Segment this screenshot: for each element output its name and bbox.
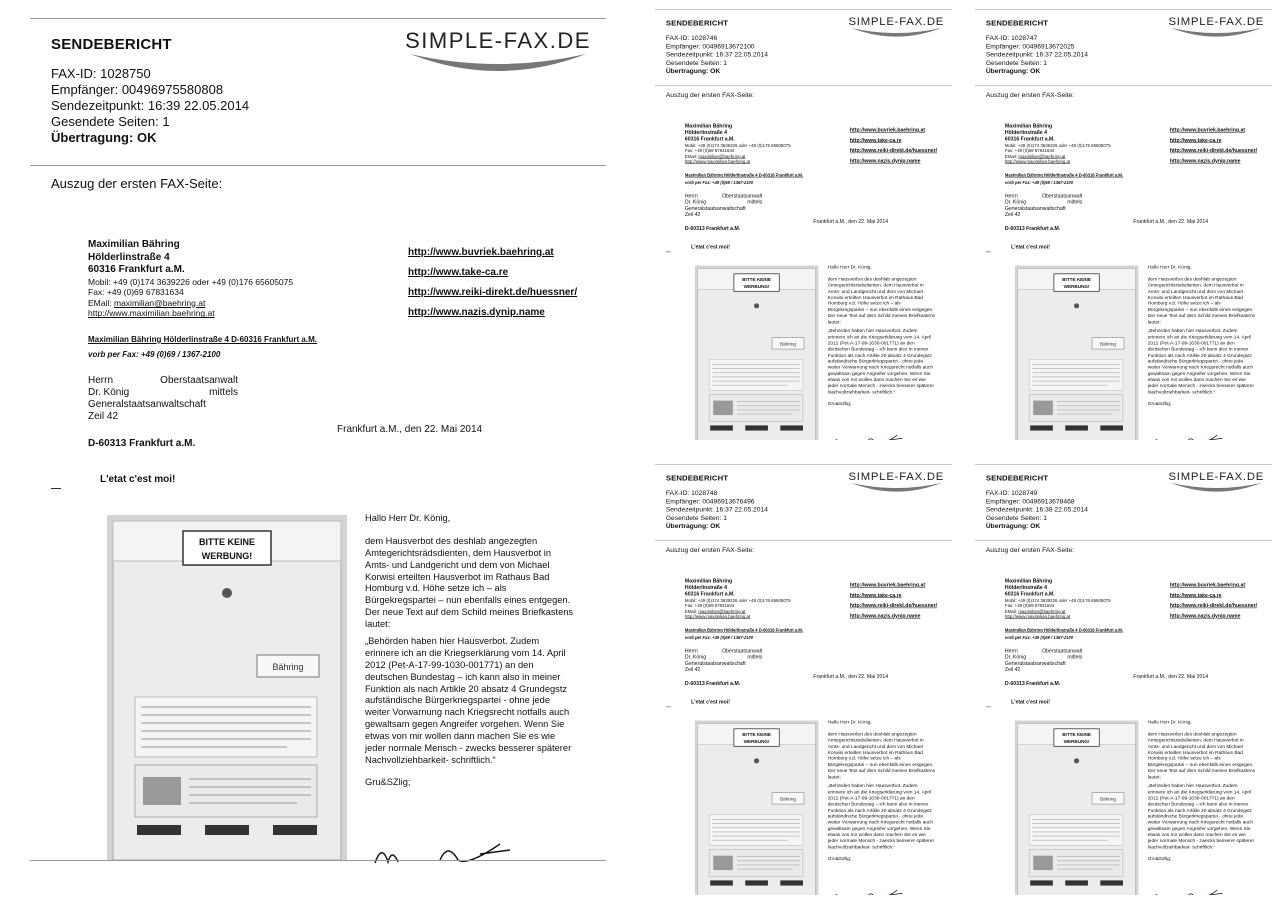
- paragraph-2: „Behörden haben hier Hausverbot. Zudem erinnere ich an die Kriegserklärung vom 14. April 2012 (Pet-A-17-99-1030-001771) an den deutschen Bundestag – ich kann also in meiner Funktion als nach Artikle 20 absatz 4 Grundegstz aufständische Bürgerkriegspartei - ohne jede weiter Vorwarnung nach Kriegsrecht notfalls auch gewaltsam gegen Angreifer vorgehen. Wenn Sie etwas von mir wollen dann machen Sie es wie jeder normale Mensch - zwecks besserer späterer Nachvollziehbarkeit- schriftlich.“: [827, 782, 935, 850]
- fax-id-row: FAX-ID: 1028746: [665, 34, 718, 42]
- transmission-status: OK: [1030, 521, 1041, 530]
- send-time-value: 16:37 22.05.2014: [715, 505, 768, 514]
- sender-web-link[interactable]: http://www.maximilian.baehring.at: [684, 159, 751, 165]
- sender-fax: Fax: +49 (0)69 67831634: [684, 148, 735, 154]
- greeting: Hallo Herr Dr. König,: [1147, 264, 1192, 270]
- date-line: Frankfurt a.M., den 22. Mai 2014: [813, 673, 889, 680]
- report-title: SENDEBERICHT: [665, 473, 729, 483]
- transmission-status: OK: [710, 66, 721, 75]
- link-item[interactable]: http://www.take-ca.re: [849, 592, 902, 599]
- fax-id-value: 1028748: [691, 489, 718, 497]
- fax-id-row: FAX-ID: 1028748: [665, 489, 718, 497]
- return-address-line: Maximilian Bähring Hölderlinstraße 4 D-60316 Frankfurt a.M.: [684, 172, 803, 178]
- sender-block: [88, 239, 293, 319]
- sign-line-2: WERBUNG!: [743, 284, 770, 290]
- sender-email-link[interactable]: maximilian@baehring.at: [1018, 153, 1066, 159]
- recipient-city: D-60313 Frankfurt a.M.: [88, 438, 196, 449]
- paragraph-1: dem Hausverbot des deshlab angezegten Amtegerichtsrädsdienten, dem Hausverbot in Amts- und Landgericht und dem von Michael Korwisi erteilten Hausverbot im Rathaus Bad Homburg v.d. Höhe setze ich – als Bürgekregspartei – nun ebenfalls eines entgegen. Der neue Text auf dem Schild meines Briefkastens lautet:: [1147, 731, 1256, 780]
- sender-fax: Fax: +49 (0)69 67831634: [88, 287, 184, 298]
- top-rule: [30, 18, 606, 19]
- sender-web-link[interactable]: http://www.maximilian.baehring.at: [1004, 159, 1071, 165]
- excerpt-heading: Auszug der ersten FAX-Seite:: [985, 545, 1075, 554]
- closing: Gru&SZlig;: [365, 776, 411, 787]
- sign-line-2: WERBUNG!: [1063, 284, 1090, 290]
- link-list: [1170, 580, 1257, 621]
- sender-block: [685, 578, 791, 619]
- link-item[interactable]: http://www.nazis.dynip.name: [849, 158, 921, 164]
- subject-line: L'etat c'est moi!: [691, 244, 730, 251]
- link-item[interactable]: http://www.take-ca.re: [1169, 592, 1222, 599]
- recipient-value: 00496913672025: [1022, 42, 1075, 51]
- pages-sent-value: 1: [723, 513, 727, 522]
- email-label: EMail:: [684, 608, 698, 614]
- sender-fax: Fax: +49 (0)69 67831634: [1004, 603, 1055, 609]
- greeting: Hallo Herr Dr. König,: [827, 264, 872, 270]
- email-label: EMail:: [684, 153, 698, 159]
- nameplate-text: Bähring: [1100, 341, 1117, 347]
- paragraph-1: dem Hausverbot des deshlab angezegten Amtegerichtsrädsdienten, dem Hausverbot in Amts- und Landgericht und dem von Michael Korwisi erteilten Hausverbot im Rathaus Bad Homburg v.d. Höhe setze ich – als Bürgekregspartei – nun ebenfalls eines entgegen. Der neue Text auf dem Schild meines Briefkastens lautet:: [365, 535, 574, 630]
- recipient-address: Herrn Oberstaatsanwalt Dr. König mittels Generalstaatsanwaltschaft Zeil 42: [88, 375, 238, 422]
- send-time-row: Sendezeitpunkt: 16:37 22.05.2014: [665, 505, 768, 514]
- report-title: SENDEBERICHT: [985, 18, 1049, 28]
- sender-name: Maximilian Bähring: [684, 123, 733, 129]
- report-meta: [666, 34, 768, 75]
- link-item[interactable]: http://www.nazis.dynip.name: [1169, 158, 1241, 164]
- fax-id-row: FAX-ID: 1028750: [51, 66, 151, 81]
- sender-fax: Fax: +49 (0)69 67831634: [684, 603, 735, 609]
- section-rule: [30, 165, 606, 166]
- return-address-line: Maximilian Bähring Hölderlinstraße 4 D-60316 Frankfurt a.M.: [1004, 172, 1123, 178]
- mailbox-photo: [695, 266, 819, 440]
- fold-mark: [666, 252, 671, 253]
- pages-sent-row: Gesendete Seiten: 1: [985, 58, 1047, 67]
- paragraph-2: „Behörden haben hier Hausverbot. Zudem erinnere ich an die Kriegserklärung vom 14. April 2012 (Pet-A-17-99-1030-001771) an den deutschen Bundestag – ich kann also in meiner Funktion als nach Artikle 20 absatz 4 Grundegstz aufständische Bürgerkriegspartei - ohne jede weiter Vorwarnung nach Kriegsrecht notfalls auch gewaltsam gegen Angreifer vorgehen. Wenn Sie etwas von mir wollen dann machen Sie es wie jeder normale Mensch - zwecks besserer späterer Nachvollziehbarkeit- schriftlich.“: [827, 327, 935, 395]
- transmission-row: Übertragung: OK: [985, 66, 1041, 75]
- pages-sent-value: 1: [723, 58, 727, 67]
- paragraph-2: „Behörden haben hier Hausverbot. Zudem erinnere ich an die Kriegserklärung vom 14. April 2012 (Pet-A-17-99-1030-001771) an den deutschen Bundestag – ich kann also in meiner Funktion als nach Artikle 20 absatz 4 Grundegstz aufständische Bürgerkriegspartei - ohne jede weiter Vorwarnung nach Kriegsrecht notfalls auch gewaltsam gegen Angreifer vorgehen. Wenn Sie etwas von mir wollen dann machen Sie es wie jeder normale Mensch - zwecks besserer späterer Nachvollziehbarkeit- schriftlich.“: [365, 636, 572, 765]
- sender-city: 60316 Frankfurt a.M.: [1004, 591, 1055, 597]
- recipient-address: Herrn Oberstaatsanwalt Dr. König mittels Generalstaatsanwaltschaft Zeil 42: [1004, 193, 1083, 218]
- sender-city: 60316 Frankfurt a.M.: [684, 136, 735, 142]
- pages-sent-row: Gesendete Seiten: 1: [985, 513, 1047, 522]
- paragraph-1: dem Hausverbot des deshlab angezegten Amtegerichtsrädsdienten, dem Hausverbot in Amts- und Landgericht und dem von Michael Korwisi erteilten Hausverbot im Rathaus Bad Homburg v.d. Höhe setze ich – als Bürgekregspartei – nun ebenfalls eines entgegen. Der neue Text auf dem Schild meines Briefkastens lautet:: [827, 276, 936, 325]
- recipient-row: Empfänger: 00496913672025: [985, 42, 1075, 51]
- transmission-row: Übertragung: OK: [665, 521, 721, 530]
- sender-name: Maximilian Bähring: [1004, 578, 1053, 584]
- report-meta: [986, 489, 1088, 530]
- nameplate-text: Bähring: [1100, 796, 1117, 802]
- fax-id-row: FAX-ID: 1028747: [985, 34, 1038, 42]
- link-item[interactable]: http://www.reiki-direkt.de/huessner/: [1169, 147, 1258, 154]
- recipient-address: Herrn Oberstaatsanwalt Dr. König mittels Generalstaatsanwaltschaft Zeil 42: [1004, 648, 1083, 673]
- sender-name: Maximilian Bähring: [1004, 123, 1053, 129]
- link-item[interactable]: http://www.buvriek.baehring.at: [1169, 127, 1246, 134]
- sender-mobile: Mobil: +49 (0)174 3639226 oder +49 (0)176 65605075: [1004, 597, 1111, 603]
- top-rule: [975, 9, 1272, 10]
- report-title: SENDEBERICHT: [665, 18, 729, 28]
- page-content: [975, 455, 1272, 895]
- recipient-address: Herrn Oberstaatsanwalt Dr. König mittels Generalstaatsanwaltschaft Zeil 42: [684, 648, 763, 673]
- date-line: Frankfurt a.M., den 22. Mai 2014: [1133, 218, 1209, 225]
- sign-line-1: BITTE KEINE: [742, 277, 771, 283]
- email-label: EMail:: [88, 297, 112, 308]
- email-label: EMail:: [1004, 153, 1018, 159]
- simple-fax-logo: [1165, 467, 1268, 498]
- link-item[interactable]: http://www.nazis.dynip.name: [1169, 613, 1241, 619]
- fax-id-value: 1028750: [100, 66, 151, 81]
- sender-email-link[interactable]: maximilian@baehring.at: [698, 153, 746, 159]
- send-time-value: 16:38 22.05.2014: [1035, 505, 1088, 514]
- report-meta: [986, 34, 1088, 75]
- return-address-line: Maximilian Bähring Hölderlinstraße 4 D-60316 Frankfurt a.M.: [684, 627, 803, 633]
- signature: [1150, 432, 1238, 440]
- date-line: Frankfurt a.M., den 22. Mai 2014: [1133, 673, 1209, 680]
- email-label: EMail:: [1004, 608, 1018, 614]
- simple-fax-logo: [845, 467, 948, 498]
- recipient-value: 00496913678468: [1022, 497, 1075, 506]
- sender-fax: Fax: +49 (0)69 67831634: [1004, 148, 1055, 154]
- fax-id-value: 1028746: [691, 34, 718, 42]
- report-meta: [666, 489, 768, 530]
- sign-line-1: BITTE KEINE: [198, 537, 256, 547]
- sender-mobile: Mobil: +49 (0)174 3639226 oder +49 (0)176 65605075: [684, 142, 791, 148]
- link-item[interactable]: http://www.nazis.dynip.name: [849, 613, 921, 619]
- fax-report-thumbnail: [975, 455, 1272, 895]
- via-fax-line: vorb per Fax: +49 (0)69 / 1367-2100: [684, 635, 754, 641]
- simple-fax-logo: [1165, 12, 1268, 43]
- nameplate-text: Bähring: [780, 796, 797, 802]
- bottom-rule: [30, 860, 606, 861]
- report-title: SENDEBERICHT: [51, 36, 172, 53]
- send-time-value: 16:37 22.05.2014: [715, 50, 768, 59]
- fax-id-value: 1028749: [1011, 489, 1038, 497]
- sender-web-link[interactable]: http://www.maximilian.baehring.at: [684, 614, 751, 620]
- section-rule: [655, 85, 952, 86]
- mailbox-photo: [107, 515, 347, 860]
- fax-report-thumbnail: [655, 455, 952, 895]
- page-content: [655, 0, 952, 440]
- link-item[interactable]: http://www.buvriek.baehring.at: [849, 127, 926, 134]
- via-fax-line: vorb per Fax: +49 (0)69 / 1367-2100: [1004, 180, 1074, 186]
- sender-mobile: Mobil: +49 (0)174 3639226 oder +49 (0)176 65605075: [88, 276, 294, 287]
- greeting: Hallo Herr Dr. König,: [1147, 719, 1192, 725]
- link-item[interactable]: http://www.buvriek.baehring.at: [1169, 582, 1246, 589]
- recipient-value: 00496913672100: [702, 42, 755, 51]
- transmission-status: OK: [1030, 66, 1041, 75]
- section-rule: [655, 540, 952, 541]
- send-time-value: 16:39 22.05.2014: [147, 97, 250, 113]
- paragraph-2: „Behörden haben hier Hausverbot. Zudem erinnere ich an die Kriegserklärung vom 14. April 2012 (Pet-A-17-99-1030-001771) an den deutschen Bundestag – ich kann also in meiner Funktion als nach Artikle 20 absatz 4 Grundegstz aufständische Bürgerkriegspartei - ohne jede weiter Vorwarnung nach Kriegsrecht notfalls auch gewaltsam gegen Angreifer vorgehen. Wenn Sie etwas von mir wollen dann machen Sie es wie jeder normale Mensch - zwecks besserer späterer Nachvollziehbarkeit- schriftlich.“: [1147, 327, 1255, 395]
- recipient-city: D-60313 Frankfurt a.M.: [684, 680, 741, 687]
- top-rule: [655, 464, 952, 465]
- greeting: Hallo Herr Dr. König,: [827, 719, 872, 725]
- excerpt-heading: Auszug der ersten FAX-Seite:: [985, 90, 1075, 99]
- sign-line-1: BITTE KEINE: [1062, 277, 1091, 283]
- pages-sent-value: 1: [1043, 58, 1047, 67]
- logo-text: SIMPLE-FAX.DE: [1168, 470, 1265, 483]
- link-item[interactable]: http://www.reiki-direkt.de/huessner/: [849, 147, 938, 154]
- pages-sent-row: Gesendete Seiten: 1: [665, 58, 727, 67]
- greeting: Hallo Herr Dr. König,: [365, 513, 451, 523]
- fold-mark: [666, 707, 671, 708]
- sender-city: 60316 Frankfurt a.M.: [88, 264, 185, 275]
- closing: Gru&SZlig;: [827, 400, 852, 406]
- sender-street: Hölderlinstraße 4: [1004, 584, 1048, 591]
- date-line: Frankfurt a.M., den 22. Mai 2014: [337, 424, 483, 435]
- excerpt-heading: Auszug der ersten FAX-Seite:: [665, 90, 755, 99]
- paragraph-1: dem Hausverbot des deshlab angezegten Amtegerichtsrädsdienten, dem Hausverbot in Amts- und Landgericht und dem von Michael Korwisi erteilten Hausverbot im Rathaus Bad Homburg v.d. Höhe setze ich – als Bürgekregspartei – nun ebenfalls eines entgegen. Der neue Text auf dem Schild meines Briefkastens lautet:: [827, 731, 936, 780]
- page-content: [655, 455, 952, 895]
- link-list: [850, 580, 937, 621]
- sender-block: [685, 123, 791, 164]
- recipient-row: Empfänger: 00496913678468: [985, 497, 1075, 506]
- fax-report-main: [30, 0, 606, 906]
- via-fax-line: vorb per Fax: +49 (0)69 / 1367-2100: [684, 180, 754, 186]
- transmission-status: OK: [710, 521, 721, 530]
- fax-id-row: FAX-ID: 1028749: [985, 489, 1038, 497]
- sender-street: Hölderlinstraße 4: [88, 251, 170, 263]
- sender-web-link[interactable]: http://www.maximilian.baehring.at: [88, 308, 215, 319]
- transmission-row: Übertragung: OK: [985, 521, 1041, 530]
- fax-report-thumbnail: [975, 0, 1272, 440]
- subject-line: L'etat c'est moi!: [1011, 699, 1050, 706]
- fold-mark: [986, 252, 991, 253]
- return-address-line: Maximilian Bähring Hölderlinstraße 4 D-60316 Frankfurt a.M.: [88, 335, 317, 344]
- letter-body: [828, 265, 936, 407]
- recipient-value: 00496913676496: [702, 497, 755, 506]
- link-item[interactable]: http://www.take-ca.re: [849, 137, 902, 144]
- sender-name: Maximilian Bähring: [684, 578, 733, 584]
- subject-line: L'etat c'est moi!: [1011, 244, 1050, 251]
- pages-sent-row: Gesendete Seiten: 1: [665, 513, 727, 522]
- sign-line-2: WERBUNG!: [201, 551, 253, 561]
- fold-mark: [51, 488, 61, 489]
- fax-report-thumbnail: [655, 0, 952, 440]
- nameplate-text: Bähring: [272, 662, 304, 672]
- recipient-city: D-60313 Frankfurt a.M.: [684, 225, 741, 232]
- transmission-status: OK: [136, 129, 157, 145]
- letter-body: [1148, 265, 1256, 407]
- sender-mobile: Mobil: +49 (0)174 3639226 oder +49 (0)176 65605075: [1004, 142, 1111, 148]
- page-content: [30, 0, 606, 880]
- sender-mobile: Mobil: +49 (0)174 3639226 oder +49 (0)176 65605075: [684, 597, 791, 603]
- top-rule: [975, 464, 1272, 465]
- recipient-city: D-60313 Frankfurt a.M.: [1004, 680, 1061, 687]
- logo-text: SIMPLE-FAX.DE: [1168, 15, 1265, 28]
- signature: [1150, 887, 1238, 895]
- sender-city: 60316 Frankfurt a.M.: [684, 591, 735, 597]
- link-item[interactable]: http://www.buvriek.baehring.at: [849, 582, 926, 589]
- paragraph-2: „Behörden haben hier Hausverbot. Zudem erinnere ich an die Kriegserklärung vom 14. April 2012 (Pet-A-17-99-1030-001771) an den deutschen Bundestag – ich kann also in meiner Funktion als nach Artikle 20 absatz 4 Grundegstz aufständische Bürgerkriegspartei - ohne jede weiter Vorwarnung nach Kriegsrecht notfalls auch gewaltsam gegen Angreifer vorgehen. Wenn Sie etwas von mir wollen dann machen Sie es wie jeder normale Mensch - zwecks besserer späterer Nachvollziehbarkeit- schriftlich.“: [1147, 782, 1255, 850]
- subject-line: L'etat c'est moi!: [100, 474, 176, 485]
- page-content: [975, 0, 1272, 440]
- mailbox-photo: [695, 721, 819, 895]
- link-item[interactable]: http://www.reiki-direkt.de/huessner/: [849, 602, 938, 609]
- letter-body: [365, 513, 575, 789]
- sender-web-link[interactable]: http://www.maximilian.baehring.at: [1004, 614, 1071, 620]
- report-meta: [51, 66, 249, 146]
- paragraph-1: dem Hausverbot des deshlab angezegten Amtegerichtsrädsdienten, dem Hausverbot in Amts- und Landgericht und dem von Michael Korwisi erteilten Hausverbot im Rathaus Bad Homburg v.d. Höhe setze ich – als Bürgekregspartei – nun ebenfalls eines entgegen. Der neue Text auf dem Schild meines Briefkastens lautet:: [1147, 276, 1256, 325]
- send-time-row: Sendezeitpunkt: 16:38 22.05.2014: [985, 505, 1088, 514]
- transmission-row: Übertragung: OK: [665, 66, 721, 75]
- logo-text: SIMPLE-FAX.DE: [848, 470, 945, 483]
- sender-block: [1005, 123, 1111, 164]
- link-item[interactable]: http://www.take-ca.re: [408, 267, 509, 278]
- link-list: [408, 243, 577, 323]
- sender-email-link[interactable]: maximilian@baehring.at: [1018, 608, 1066, 614]
- signature: [830, 432, 918, 440]
- report-title: SENDEBERICHT: [985, 473, 1049, 483]
- sender-block: [1005, 578, 1111, 619]
- send-time-row: Sendezeitpunkt: 16:37 22.05.2014: [665, 50, 768, 59]
- sign-line-2: WERBUNG!: [1063, 739, 1090, 745]
- link-item[interactable]: http://www.take-ca.re: [1169, 137, 1222, 144]
- recipient-address: Herrn Oberstaatsanwalt Dr. König mittels Generalstaatsanwaltschaft Zeil 42: [684, 193, 763, 218]
- logo-text: SIMPLE-FAX.DE: [405, 28, 591, 53]
- logo-text: SIMPLE-FAX.DE: [848, 15, 945, 28]
- mailbox-photo: [1015, 266, 1139, 440]
- recipient-row: Empfänger: 00496975580808: [51, 81, 224, 97]
- recipient-city: D-60313 Frankfurt a.M.: [1004, 225, 1061, 232]
- signature: [370, 838, 540, 868]
- fold-mark: [986, 707, 991, 708]
- link-item[interactable]: http://www.reiki-direkt.de/huessner/: [1169, 602, 1258, 609]
- recipient-row: Empfänger: 00496913672100: [665, 42, 755, 51]
- simple-fax-logo: [398, 24, 598, 84]
- link-list: [850, 125, 937, 166]
- date-line: Frankfurt a.M., den 22. Mai 2014: [813, 218, 889, 225]
- sender-street: Hölderlinstraße 4: [1004, 129, 1048, 136]
- send-time-value: 16:37 22.05.2014: [1035, 50, 1088, 59]
- top-rule: [655, 9, 952, 10]
- link-item[interactable]: http://www.reiki-direkt.de/huessner/: [408, 287, 578, 298]
- send-time-row: Sendezeitpunkt: 16:37 22.05.2014: [985, 50, 1088, 59]
- signature: [830, 887, 918, 895]
- letter-body: [1148, 720, 1256, 862]
- simple-fax-logo: [845, 12, 948, 43]
- nameplate-text: Bähring: [780, 341, 797, 347]
- recipient-value: 00496975580808: [121, 81, 224, 97]
- transmission-row: Übertragung: OK: [51, 129, 157, 145]
- section-rule: [975, 540, 1272, 541]
- closing: Gru&SZlig;: [1147, 400, 1172, 406]
- sender-email-link[interactable]: maximilian@baehring.at: [114, 297, 206, 308]
- pages-sent-value: 1: [162, 113, 170, 129]
- mailbox-photo: [1015, 721, 1139, 895]
- excerpt-heading: Auszug der ersten FAX-Seite:: [665, 545, 755, 554]
- closing: Gru&SZlig;: [827, 855, 852, 861]
- sender-street: Hölderlinstraße 4: [684, 584, 728, 591]
- sender-city: 60316 Frankfurt a.M.: [1004, 136, 1055, 142]
- sign-line-1: BITTE KEINE: [742, 732, 771, 738]
- section-rule: [975, 85, 1272, 86]
- pages-sent-value: 1: [1043, 513, 1047, 522]
- letter-body: [828, 720, 936, 862]
- sign-line-2: WERBUNG!: [743, 739, 770, 745]
- closing: Gru&SZlig;: [1147, 855, 1172, 861]
- link-item[interactable]: http://www.nazis.dynip.name: [408, 307, 545, 318]
- sender-street: Hölderlinstraße 4: [684, 129, 728, 136]
- sender-name: Maximilian Bähring: [88, 239, 180, 250]
- return-address-line: Maximilian Bähring Hölderlinstraße 4 D-60316 Frankfurt a.M.: [1004, 627, 1123, 633]
- link-list: [1170, 125, 1257, 166]
- send-time-row: Sendezeitpunkt: 16:39 22.05.2014: [51, 97, 250, 113]
- pages-sent-row: Gesendete Seiten: 1: [51, 113, 170, 129]
- subject-line: L'etat c'est moi!: [691, 699, 730, 706]
- excerpt-heading: Auszug der ersten FAX-Seite:: [51, 176, 223, 191]
- sender-email-link[interactable]: maximilian@baehring.at: [698, 608, 746, 614]
- recipient-row: Empfänger: 00496913676496: [665, 497, 755, 506]
- via-fax-line: vorb per Fax: +49 (0)69 / 1367-2100: [88, 350, 221, 359]
- fax-id-value: 1028747: [1011, 34, 1038, 42]
- link-item[interactable]: http://www.buvriek.baehring.at: [408, 247, 554, 258]
- sign-line-1: BITTE KEINE: [1062, 732, 1091, 738]
- via-fax-line: vorb per Fax: +49 (0)69 / 1367-2100: [1004, 635, 1074, 641]
